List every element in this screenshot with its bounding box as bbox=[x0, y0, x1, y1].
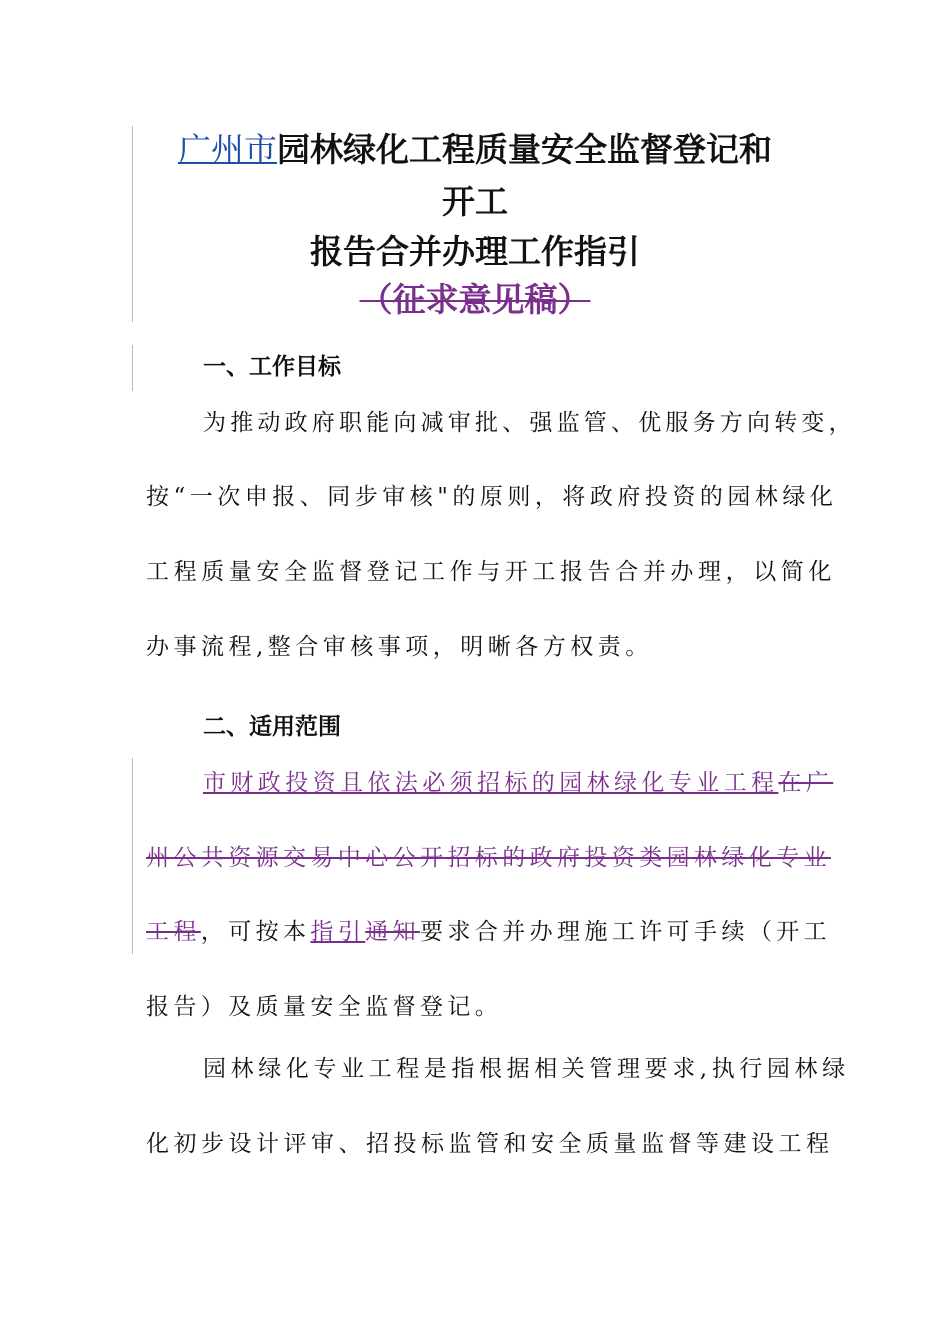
plain-text: ，可按本 bbox=[200, 919, 311, 945]
deleted-text: 在广 bbox=[778, 770, 834, 796]
paragraph-line: 报告）及质量安全监督登记。 bbox=[146, 994, 503, 1020]
section-heading-scope: 二、适用范围 bbox=[203, 714, 341, 740]
document-title-line-4 bbox=[0, 278, 950, 322]
paragraph-line: 办事流程,整合审核事项，明晰各方权责。 bbox=[146, 634, 653, 660]
paragraph-line: 园林绿化专业工程是指根据相关管理要求,执行园林绿 bbox=[203, 1056, 850, 1082]
paragraph-line bbox=[146, 843, 831, 873]
document-title-line-3: 报告合并办理工作指引 bbox=[310, 232, 640, 271]
deleted-text: 工程 bbox=[146, 919, 201, 945]
deleted-draft-label: （征求意见稿） bbox=[359, 280, 591, 319]
document-title-line-2: 开工 bbox=[442, 182, 508, 221]
title-text: 园林绿化工程质量安全监督登记和 bbox=[277, 130, 772, 169]
inserted-text: 指引 bbox=[310, 919, 366, 945]
paragraph-line bbox=[146, 917, 831, 947]
paragraph-line bbox=[203, 768, 833, 798]
paragraph-line: 为推动政府职能向减审批、强监管、优服务方向转变， bbox=[203, 410, 856, 436]
document-title-line-1 bbox=[0, 128, 950, 172]
plain-text: 要求合并办理施工许可手续（开工 bbox=[420, 919, 832, 945]
paragraph-line: 按“一次申报、同步审核"的原则，将政府投资的园林绿化 bbox=[146, 484, 838, 510]
inserted-text: 市财政投资且依法必须招标的园林绿化专业工程 bbox=[203, 770, 779, 796]
paragraph-line: 工程质量安全监督登记工作与开工报告合并办理，以简化 bbox=[146, 559, 836, 585]
deleted-text: 州公共资源交易中心公开招标的政府投资类园林绿化专业 bbox=[146, 845, 831, 871]
title-city-link[interactable]: 广州市 bbox=[178, 130, 277, 169]
revision-bar bbox=[132, 345, 133, 391]
section-heading-goals: 一、工作目标 bbox=[203, 354, 341, 380]
paragraph-line: 化初步设计评审、招投标监管和安全质量监督等建设工程 bbox=[146, 1131, 834, 1157]
deleted-text: 通知 bbox=[365, 919, 421, 945]
revision-bar bbox=[132, 758, 133, 954]
